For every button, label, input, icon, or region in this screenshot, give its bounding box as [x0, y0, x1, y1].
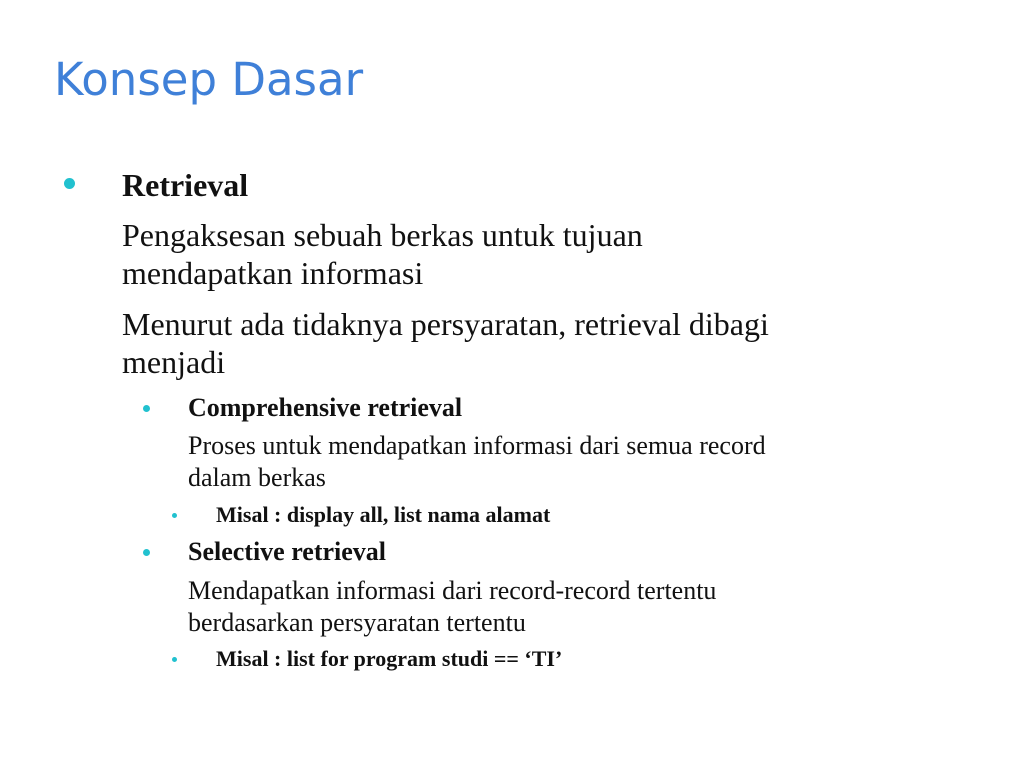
level-3-bullet-icon	[172, 513, 177, 518]
comprehensive-retrieval-description-line-1: Proses untuk mendapatkan informasi dari semua record	[188, 431, 766, 460]
selective-retrieval-heading: Selective retrieval	[188, 537, 387, 566]
slide-title: Konsep Dasar	[54, 53, 364, 106]
comprehensive-retrieval-example: Misal : display all, list nama alamat	[216, 502, 551, 527]
selective-retrieval-description-line-1: Mendapatkan informasi dari record-record tertentu	[188, 576, 717, 605]
retrieval-classification-line-1: Menurut ada tidaknya persyaratan, retrieval dibagi	[122, 306, 769, 342]
retrieval-heading: Retrieval	[122, 167, 249, 203]
retrieval-classification-line-2: menjadi	[122, 344, 226, 380]
selective-retrieval-description-line-2: berdasarkan persyaratan tertentu	[188, 608, 526, 637]
comprehensive-retrieval-heading: Comprehensive retrieval	[188, 393, 463, 422]
level-2-bullet-icon	[143, 549, 150, 556]
retrieval-definition-line-1: Pengaksesan sebuah berkas untuk tujuan	[122, 217, 643, 253]
level-1-bullet-icon	[64, 178, 75, 189]
level-3-bullet-icon	[172, 657, 177, 662]
level-2-bullet-icon	[143, 405, 150, 412]
retrieval-definition-line-2: mendapatkan informasi	[122, 255, 424, 291]
selective-retrieval-example: Misal : list for program studi == ‘TI’	[216, 646, 563, 671]
comprehensive-retrieval-description-line-2: dalam berkas	[188, 463, 326, 492]
